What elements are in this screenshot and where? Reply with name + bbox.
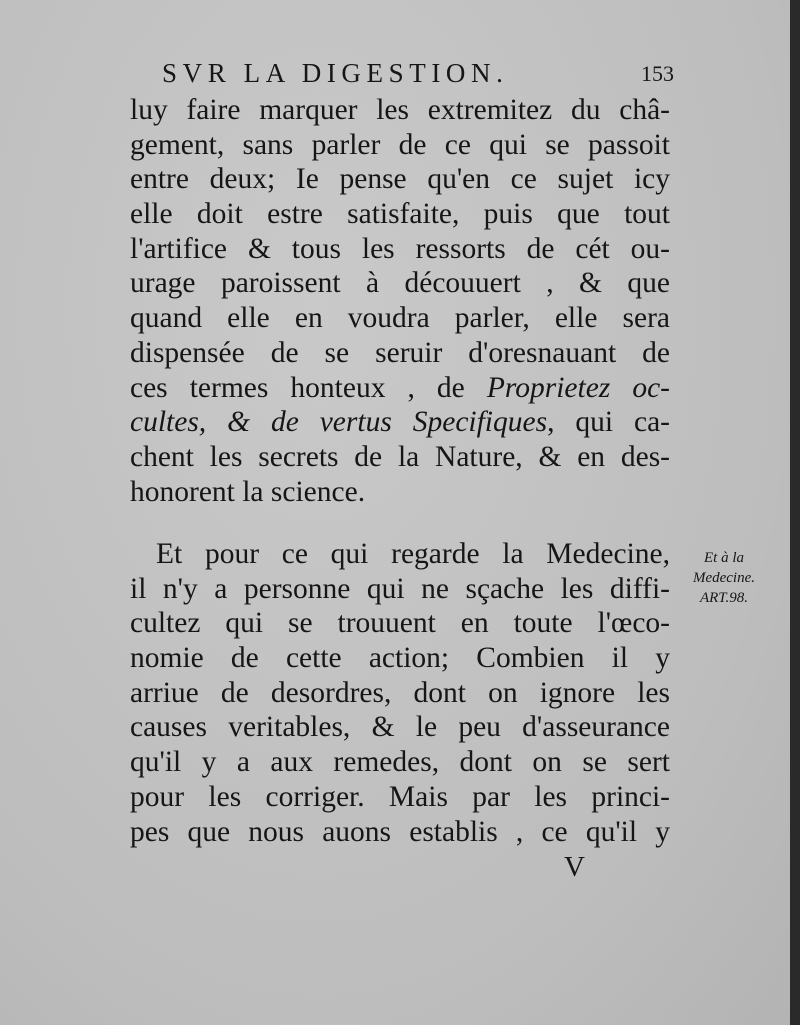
text-line: cultez qui se trouuent en toute l'œco- <box>130 607 670 640</box>
text-line: Et pour ce qui regarde la Medecine, <box>156 538 670 570</box>
text-line: urage paroissent à découuert , & que <box>130 267 670 300</box>
page-edge-shadow <box>790 0 800 1025</box>
margin-note-line: Et à la <box>704 550 744 566</box>
text-line: pour les corriger. Mais par les princi- <box>130 780 670 813</box>
text-line: gement, sans parler de ce qui se passoit <box>130 128 670 161</box>
paragraph-2 <box>130 537 670 849</box>
text-line: luy faire marquer les extremitez du châ- <box>130 94 670 126</box>
text-line: elle doit estre satisfaite, puis que tout <box>130 198 670 231</box>
margin-note-line: Medecine. <box>692 570 756 586</box>
paragraph-1 <box>130 93 670 509</box>
running-head: SVR LA DIGESTION. <box>162 58 509 88</box>
page-number: 153 <box>641 61 674 86</box>
catchword: V <box>564 851 585 883</box>
margin-note <box>674 548 774 608</box>
text-line: nomie de cette action; Combien il y <box>130 642 670 675</box>
text-line: honorent la science. <box>130 475 366 508</box>
margin-note-article: ART.98. <box>699 590 749 606</box>
text-line: arriue de desordres, dont on ignore les <box>130 676 670 709</box>
text-line: qu'il y a aux remedes, dont on se sert <box>130 746 670 779</box>
text-line: l'artifice & tous les ressorts de cét ou- <box>130 232 670 265</box>
text-line: chent les secrets de la Nature, & en des- <box>130 440 670 473</box>
text-line: dispensée de se seruir d'oresnauant de <box>130 336 670 369</box>
italic-phrase: cultes, & de vertus Specifiques <box>130 406 548 439</box>
italic-phrase: Proprietez oc- <box>486 371 670 404</box>
text-line: ces termes honteux , de Proprietez oc- <box>130 371 670 404</box>
text-line: il n'y a personne qui ne sçache les diffi- <box>130 572 670 605</box>
text-line: pes que nous auons establis , ce qu'il y <box>130 815 670 848</box>
text-line: entre deux; Ie pense qu'en ce sujet icy <box>130 163 670 196</box>
text-line: causes veritables, & le peu d'asseurance <box>130 711 670 744</box>
text-line: quand elle en voudra parler, elle sera <box>130 302 670 335</box>
page-header <box>162 58 674 94</box>
text-line: cultes, & de vertus Specifiques, qui ca- <box>130 406 670 439</box>
